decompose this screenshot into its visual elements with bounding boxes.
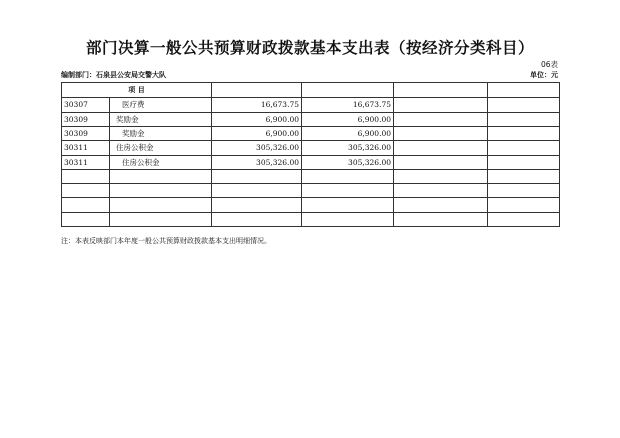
row-empty — [488, 98, 560, 112]
footnote: 注：本表反映部门本年度一般公共预算财政拨款基本支出明细情况。 — [61, 237, 271, 245]
page-title: 部门决算一般公共预算财政拨款基本支出表（按经济分类科目） — [85, 39, 534, 57]
table-row — [62, 112, 560, 126]
header-item: 项 目 — [62, 83, 212, 98]
row-name: 奖励金 — [110, 126, 212, 140]
header-cell — [394, 83, 488, 98]
row-value-1: 16,673.75 — [212, 98, 302, 112]
row-empty — [394, 155, 488, 169]
row-code: 30309 — [62, 126, 110, 140]
row-value-1: 6,900.00 — [212, 112, 302, 126]
table-row-empty — [62, 212, 560, 226]
expenditure-table — [61, 82, 560, 227]
row-value-2: 305,326.00 — [302, 155, 394, 169]
row-empty — [394, 112, 488, 126]
unit-label: 单位：元 — [530, 71, 558, 79]
row-empty — [488, 112, 560, 126]
table-row — [62, 141, 560, 155]
table-row — [62, 155, 560, 169]
row-code: 30309 — [62, 112, 110, 126]
row-value-1: 6,900.00 — [212, 126, 302, 140]
row-empty — [394, 141, 488, 155]
row-value-2: 16,673.75 — [302, 98, 394, 112]
row-value-2: 305,326.00 — [302, 141, 394, 155]
row-code: 30307 — [62, 98, 110, 112]
table-row-empty — [62, 184, 560, 198]
row-name: 住房公积金 — [110, 141, 212, 155]
row-empty — [488, 141, 560, 155]
row-name: 住房公积金 — [110, 155, 212, 169]
form-number: 06表 — [540, 60, 558, 69]
row-empty — [488, 126, 560, 140]
table-row-empty — [62, 198, 560, 212]
table-row — [62, 126, 560, 140]
row-name: 医疗费 — [110, 98, 212, 112]
table-header-row — [62, 83, 560, 98]
table-row — [62, 98, 560, 112]
row-value-1: 305,326.00 — [212, 155, 302, 169]
row-code: 30311 — [62, 155, 110, 169]
row-empty — [488, 155, 560, 169]
row-name: 奖励金 — [110, 112, 212, 126]
row-value-2: 6,900.00 — [302, 112, 394, 126]
row-empty — [394, 126, 488, 140]
row-value-2: 6,900.00 — [302, 126, 394, 140]
row-value-1: 305,326.00 — [212, 141, 302, 155]
header-cell — [488, 83, 560, 98]
row-code: 30311 — [62, 141, 110, 155]
org-label: 编制部门：石泉县公安局交警大队 — [61, 71, 166, 79]
header-cell — [302, 83, 394, 98]
table-row-empty — [62, 169, 560, 183]
header-cell — [212, 83, 302, 98]
row-empty — [394, 98, 488, 112]
